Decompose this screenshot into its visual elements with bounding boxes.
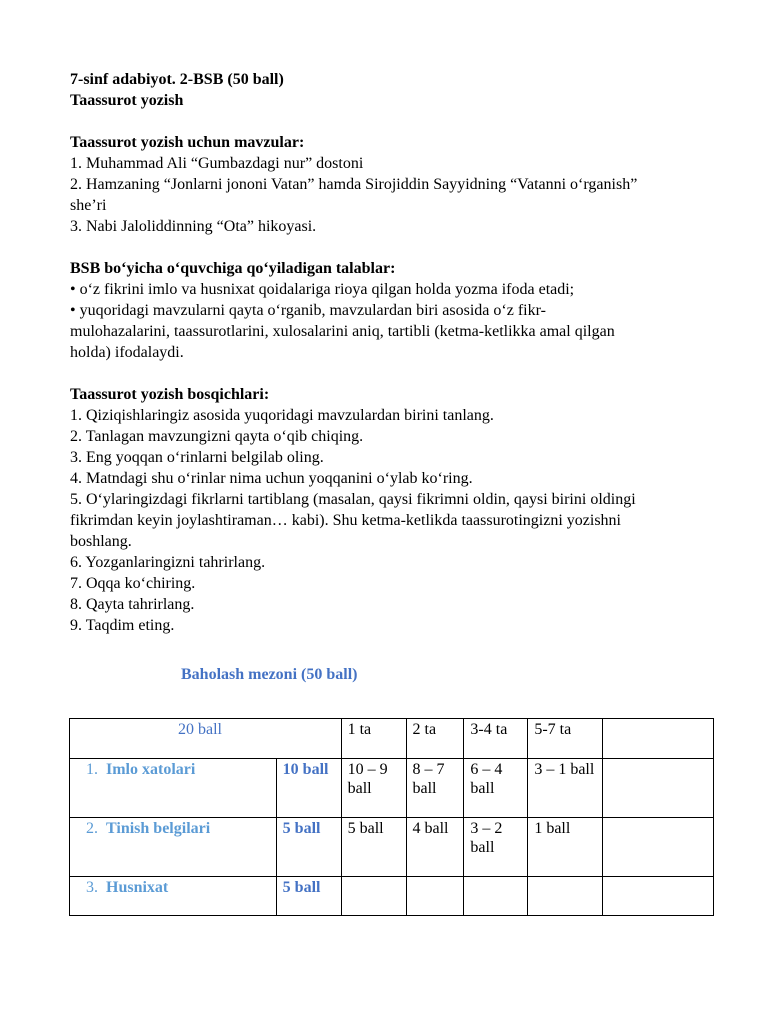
step-line: 4. Matndagi shu o‘rinlar nima uchun yoqqanini o‘ylab ko‘ring. <box>70 470 473 487</box>
document-body <box>70 69 710 636</box>
table-row <box>70 759 714 818</box>
requirement-line: mulohazalarini, taassurotlarini, xulosalarini aniq, tartibli (ketma-ketlikka amal qilgan <box>70 323 615 340</box>
step-line: 3. Eng yoqqan o‘rinlarni belgilab oling. <box>70 449 324 466</box>
step-line: 5. O‘ylaringizdagi fikrlarni tartiblang (masalan, qaysi fikrimni oldin, qaysi birini oldingi <box>70 491 636 508</box>
table-cell <box>603 877 714 916</box>
step-line: boshlang. <box>70 533 132 550</box>
document-title: 7-sinf adabiyot. 2-BSB (50 ball) <box>70 71 284 88</box>
step-line: 2. Tanlagan mavzungizni qayta o‘qib chiqing. <box>70 428 364 445</box>
table-cell <box>528 877 603 916</box>
header-cell-points: 20 ball <box>70 719 342 759</box>
step-line: 8. Qayta tahrirlang. <box>70 596 195 613</box>
criterion-number: 3. <box>86 879 98 896</box>
table-cell <box>603 818 714 877</box>
criterion-name: Imlo xatolari <box>106 761 196 778</box>
document-subtitle: Taassurot yozish <box>70 92 184 109</box>
table-cell <box>464 877 528 916</box>
table-row <box>70 818 714 877</box>
table-cell: 8 – 7 ball <box>406 759 464 818</box>
table-cell <box>406 877 464 916</box>
table-cell: 3 – 1 ball <box>528 759 603 818</box>
header-cell: 1 ta <box>341 719 406 759</box>
table-cell <box>603 759 714 818</box>
topics-heading: Taassurot yozish uchun mavzular: <box>70 134 305 151</box>
table-cell: 10 – 9 ball <box>341 759 406 818</box>
topic-item: she’ri <box>70 197 107 214</box>
requirement-line: holda) ifodalaydi. <box>70 344 184 361</box>
rubric-title: Baholash mezoni (50 ball) <box>181 666 358 683</box>
topic-item: 1. Muhammad Ali “Gumbazdagi nur” dostoni <box>70 155 364 172</box>
header-cell: 2 ta <box>406 719 464 759</box>
step-line: 7. Oqqa ko‘chiring. <box>70 575 196 592</box>
table-cell: 3 – 2 ball <box>464 818 528 877</box>
criterion-cell <box>70 877 277 916</box>
criterion-name: Tinish belgilari <box>106 820 211 837</box>
table-cell <box>341 877 406 916</box>
table-cell: 5 ball <box>341 818 406 877</box>
header-cell <box>603 719 714 759</box>
header-cell: 3-4 ta <box>464 719 528 759</box>
table-cell: 1 ball <box>528 818 603 877</box>
criterion-points: 5 ball <box>276 818 341 877</box>
criterion-number: 2. <box>86 820 98 837</box>
topic-item: 3. Nabi Jaloliddinning “Ota” hikoyasi. <box>70 218 317 235</box>
criterion-name: Husnixat <box>106 879 169 896</box>
criterion-points: 10 ball <box>276 759 341 818</box>
grading-table <box>69 718 714 916</box>
criterion-cell <box>70 759 277 818</box>
table-cell: 6 – 4 ball <box>464 759 528 818</box>
step-line: 9. Taqdim eting. <box>70 617 175 634</box>
table-header-row <box>70 719 714 759</box>
topic-item: 2. Hamzaning “Jonlarni jononi Vatan” hamda Sirojiddin Sayyidning “Vatanni o‘rganish” <box>70 176 638 193</box>
table-cell: 4 ball <box>406 818 464 877</box>
step-line: 6. Yozganlaringizni tahrirlang. <box>70 554 266 571</box>
header-cell: 5-7 ta <box>528 719 603 759</box>
table-row <box>70 877 714 916</box>
criterion-points: 5 ball <box>276 877 341 916</box>
criterion-number: 1. <box>86 761 98 778</box>
requirements-heading: BSB bo‘yicha o‘quvchiga qo‘yiladigan talablar: <box>70 260 396 277</box>
steps-heading: Taassurot yozish bosqichlari: <box>70 386 270 403</box>
requirement-line: • o‘z fikrini imlo va husnixat qoidalariga rioya qilgan holda yozma ifoda etadi; <box>70 281 575 298</box>
step-line: 1. Qiziqishlaringiz asosida yuqoridagi mavzulardan birini tanlang. <box>70 407 494 424</box>
criterion-cell <box>70 818 277 877</box>
requirement-line: • yuqoridagi mavzularni qayta o‘rganib, mavzulardan biri asosida o‘z fikr- <box>70 302 546 319</box>
step-line: fikrimdan keyin joylashtiraman… kabi). Shu ketma-ketlikda taassurotingizni yozishni <box>70 512 621 529</box>
